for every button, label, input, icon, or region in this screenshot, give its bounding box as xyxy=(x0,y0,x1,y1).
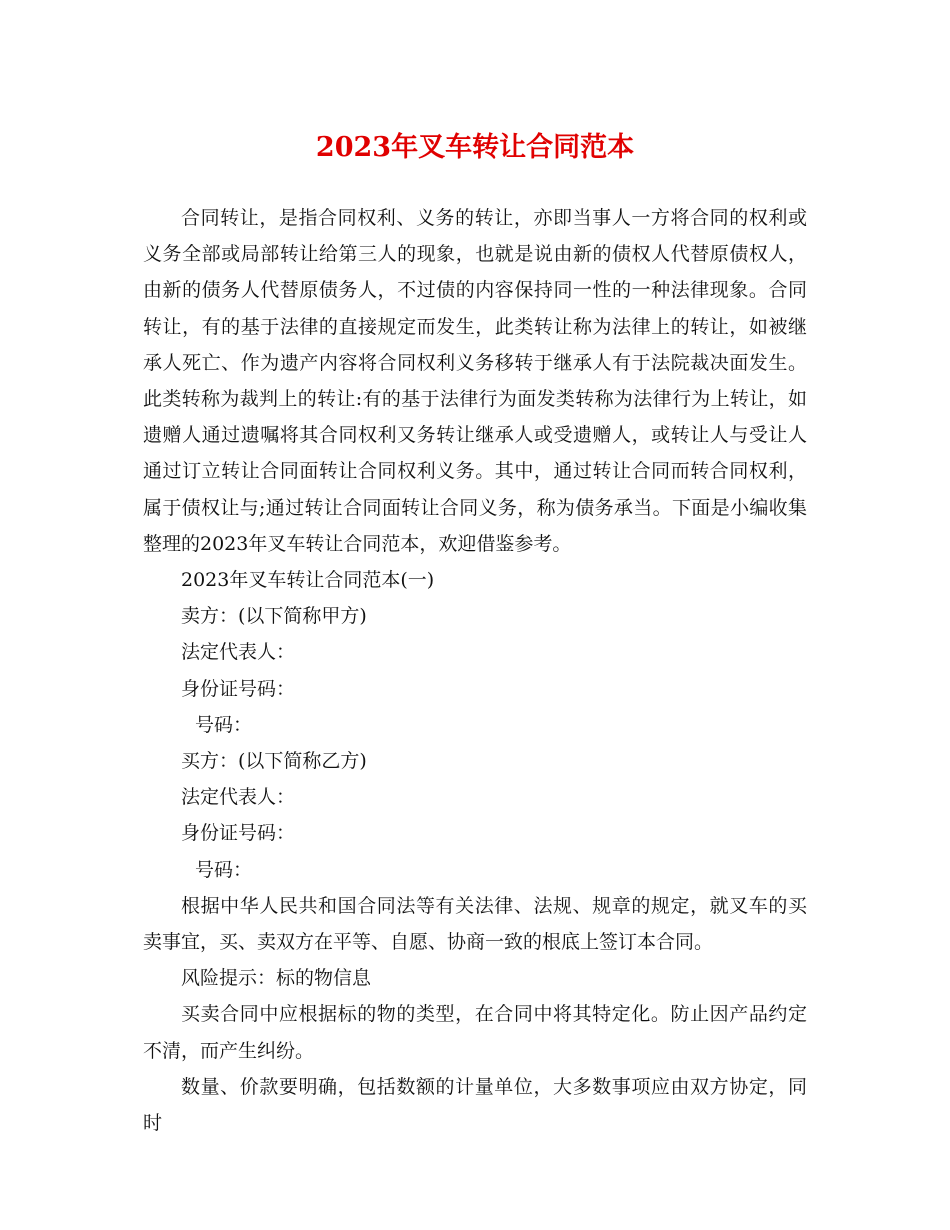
document-body xyxy=(143,200,807,1141)
buyer-representative: 法定代表人： xyxy=(181,786,296,809)
seller-representative: 法定代表人： xyxy=(181,641,296,664)
buyer-phone-number: 号码： xyxy=(195,858,253,881)
document-title: 2023年叉车转让合同范本 xyxy=(315,132,635,163)
buyer-id-number: 身份证号码： xyxy=(181,822,296,845)
basis-paragraph: 根据中华人民共和国合同法等有关法律、法规、规章的规定，就叉车的买卖事宜，买、卖双方在平等、自愿、协商一致的根底上签订本合同。 xyxy=(143,894,807,954)
seller-label: 卖方：(以下简称甲方) xyxy=(181,605,367,628)
risk-tip: 风险提示：标的物信息 xyxy=(181,967,372,990)
risk-paragraph: 买卖合同中应根据标的物的类型，在合同中将其特定化。防止因产品约定不清，而产生纠纷。 xyxy=(143,1003,807,1062)
seller-phone-number: 号码： xyxy=(195,713,253,736)
quantity-paragraph: 数量、价款要明确，包括数额的计量单位，大多数事项应由双方协定，同时 xyxy=(143,1075,807,1135)
buyer-label: 买方：(以下简称乙方) xyxy=(181,750,367,773)
seller-id-number: 身份证号码： xyxy=(181,677,296,700)
intro-paragraph: 合同转让，是指合同权利、义务的转让，亦即当事人一方将合同的权利或义务全部或局部转让给第三人的现象，也就是说由新的债权人代替原债权人，由新的债务人代替原债务人，不过债的内容保持同一性的一种法律现象。合同转让，有的基于法律的直接规定而发生，此类转让称为法律上的转让，如被继承人死亡、作为遗产内容将合同权利义务移转于继承人有于法院裁决面发生。此类转称为裁判上的转让:有的基于法律行为面发类转称为法律行为上转让，如遗赠人通过遗嘱将其合同权利又务转让继承人或受遗赠人，或转让人与受让人通过订立转让合同面转让合同权利义务。其中，通过转让合同而转合同权利，属于债权让与;通过转让合同面转让合同义务，称为债务承当。下面是小编收集整理的2023年叉车转让合同范本，欢迎借鉴参考。 xyxy=(143,207,807,555)
section-heading: 2023年叉车转让合同范本(一) xyxy=(181,569,435,592)
